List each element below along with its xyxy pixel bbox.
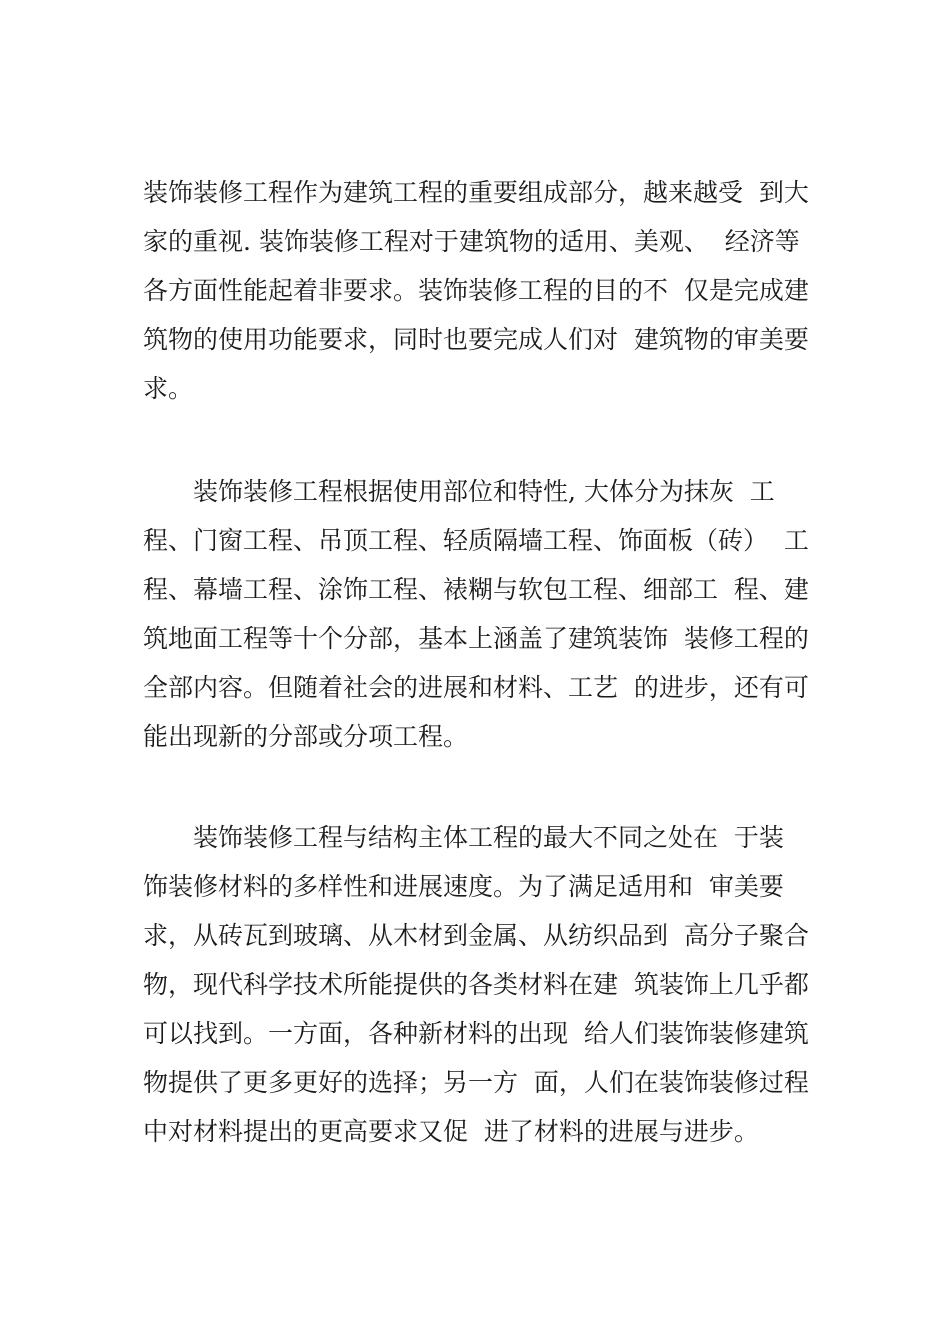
paragraph-3 [143,813,823,1156]
paragraph-line: 筑物的使用功能要求，同时也要完成人们对 建筑物的审美要 [143,325,809,354]
paragraph-line: 装饰装修工程作为建筑工程的重要组成部分，越来越受 到大 [143,178,809,207]
paragraph-1 [143,168,823,413]
paragraph-line: 可以找到。一方面，各种新材料的出现 给人们装饰装修建筑 [143,1019,809,1048]
paragraph-line: 装饰装修工程与结构主体工程的最大不同之处在 于装 [143,823,784,852]
paragraph-line: 求，从砖瓦到玻璃、从木材到金属、从纺织品到 高分子聚合 [143,921,809,950]
paragraph-line: 程、门窗工程、吊顶工程、轻质隔墙工程、饰面板（砖） 工 [143,526,809,555]
paragraph-line: 物提供了更多更好的选择；另一方 面，人们在装饰装修过程 [143,1068,809,1097]
paragraph-line: 装饰装修工程根据使用部位和特性, 大体分为抹灰 工 [143,477,775,506]
paragraph-line: 饰装修材料的多样性和进展速度。为了满足适用和 审美要 [143,872,784,901]
paragraph-2 [143,467,823,761]
paragraph-line: 能出现新的分部或分项工程。 [143,722,469,751]
paragraph-line: 程、幕墙工程、涂饰工程、裱糊与软包工程、细部工 程、建 [143,575,809,604]
paragraph-line: 家的重视. 装饰装修工程对于建筑物的适用、美观、 经济等 [143,227,800,256]
paragraph-line: 物，现代科学技术所能提供的各类材料在建 筑装饰上几乎都 [143,970,809,999]
paragraph-line: 全部内容。但随着社会的进展和材料、工艺 的进步，还有可 [143,673,809,702]
paragraph-line: 求。 [143,374,194,403]
paragraph-line: 中对材料提出的更高要求又促 进了材料的进展与进步。 [143,1117,759,1146]
paragraph-line: 筑地面工程等十个分部，基本上涵盖了建筑装饰 装修工程的 [143,624,809,653]
paragraph-line: 各方面性能起着非要求。装饰装修工程的目的不 仅是完成建 [143,276,809,305]
